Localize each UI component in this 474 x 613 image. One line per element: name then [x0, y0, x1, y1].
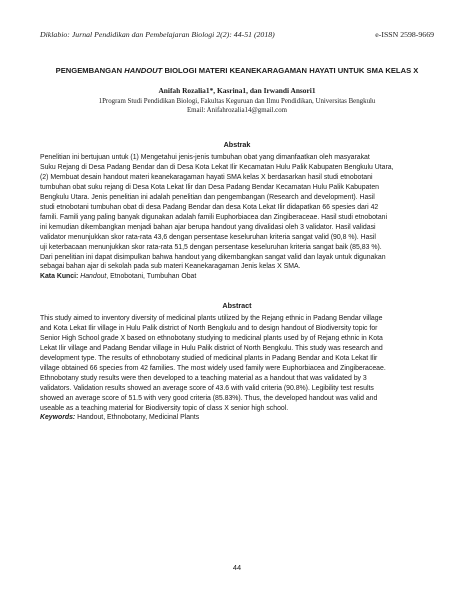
text-line: uji keterbacaan menunjukkan skor rata-rata 51,5 dengan persentase keseluruhan kriteria sangat baik (85,83 %).: [40, 243, 382, 251]
kata-kunci-rest: , Etnobotani, Tumbuhan Obat: [106, 273, 197, 280]
text-line: Dari penelitian ini dapat disimpulkan bahwa handout yang dikembangkan sangat valid dan layak untuk digunakan: [40, 253, 386, 261]
text-line: (2) Membuat desain handout materi keanekaragaman hayati SMA kelas X berdasarkan hasil studi etnobotani: [40, 173, 373, 181]
abstrak-heading: Abstrak: [223, 140, 251, 149]
text-line: Lekat Ilir village and Padang Bendar village in Hulu Palik district of North Bengkulu. This study was research and: [40, 344, 383, 352]
keywords-label: Keywords:: [40, 414, 76, 421]
affiliation-block: [40, 97, 434, 115]
text-line: Suku Rejang di Desa Padang Bendar dan di Desa Kota Lekat Ilir Kecamatan Hulu Palik Kabupaten Bengkulu Utara,: [40, 163, 394, 171]
text-line: famili. Famili yang paling banyak digunakan adalah famili Euphorbiacea dan Zingiberaceae. Hasil studi etnobotani: [40, 213, 388, 221]
text-line: Ethnobotany study results were then developed to a teaching material as a handout that was validated by 3: [40, 374, 367, 382]
kata-kunci-line: [40, 273, 196, 280]
abstract-heading: Abstract: [222, 301, 252, 310]
paper-title: [40, 66, 434, 75]
text-line: Senior High School grade X based on ethnobotany studying to medicinal plants used by of Rejang ethnic in Kota: [40, 334, 383, 342]
text-line: showed an average score of 51.5 with very good criteria (85.83%). Thus, the developed handout was valid and: [40, 394, 378, 402]
title-part-1: PENGEMBANGAN: [55, 66, 125, 75]
abstrak-body: [40, 153, 434, 272]
text-line: development type. The results of ethnobotany studied of medicinal plants in Padang Bendar and Kota Lekat Ilir: [40, 354, 378, 362]
title-part-2: BIOLOGI MATERI KEANEKARAGAMAN HAYATI UNTUK SMA KELAS X: [162, 66, 419, 75]
text-line: Penelitian ini bertujuan untuk (1) Mengetahui jenis-jenis tumbuhan obat yang dimanfaatkan oleh masyarakat: [40, 154, 370, 161]
affiliation-line: 1Program Studi Pendidikan Biologi, Fakultas Keguruan dan Ilmu Pendidikan, Universitas Bengkulu: [98, 98, 376, 105]
page-number: 44: [232, 563, 242, 572]
text-line: sebagai bahan ajar di sekolah pada sub materi Keanekaragaman Jenis kelas X SMA.: [40, 263, 301, 271]
kata-kunci-italic: Handout: [80, 273, 107, 280]
text-line: validators. Validation results showed an average score of 43.6 with valid criteria (90.8%). Legibility test results: [40, 384, 374, 392]
text-line: village obtained 66 species from 42 families. The most widely used family were Euphorbiacea and Zingiberaceae.: [40, 364, 386, 372]
title-italic-word: HANDOUT: [124, 66, 163, 75]
text-line: tumbuhan obat suku rejang di Desa Kota Lekat Ilir dan Desa Padang Bendar Kecamatan Hulu Palik Kabupaten: [40, 183, 380, 191]
text-line: This study aimed to inventory diversity of medicinal plants utilized by the Rejang ethnic in Padang Bendar village: [40, 315, 383, 322]
abstract-body: [40, 314, 434, 414]
text-line: and Kota Lekat Ilir village in Hulu Palik district of North Bengkulu and to design handout of Biodiversity topic for: [40, 324, 378, 332]
text-line: useable as a teaching material for Biodiversity topic of class X senior high school.: [40, 404, 289, 412]
author-list: Anifah Rozalia1*, Kasrina1, dan Irwandi Ansori1: [158, 86, 316, 95]
keywords-rest: Handout, Ethnobotany, Medicinal Plants: [75, 414, 200, 421]
kata-kunci-label: Kata Kunci:: [40, 273, 79, 280]
text-line: validator menunjukkan skor rata-rata 43,6 dengan persentase keseluruhan kriteria sangat valid (90,8 %). Hasil: [40, 233, 376, 241]
text-line: ini kemudian dikembangkan menjadi bahan ajar berupa handout yang divalidasi oleh 3 validator. Hasil validasi: [40, 223, 376, 231]
keywords-line: [40, 414, 199, 421]
text-line: studi etnobotani tumbuhan obat di desa Padang Bendar dan desa Kota Lekat Ilir didapatkan 66 spesies dari 42: [40, 203, 379, 211]
text-line: Bengkulu Utara. Jenis penelitian ini adalah penelitian dan pengembangan (Research and development). Hasil: [40, 193, 375, 201]
issn-label: e-ISSN 2598-9669: [375, 30, 434, 39]
journal-citation: Diklabio: Jurnal Pendidikan dan Pembelajaran Biologi 2(2): 44-51 (2018): [40, 30, 275, 39]
email-line: Email: Anifahrozalia14@gmail.com: [186, 107, 288, 114]
